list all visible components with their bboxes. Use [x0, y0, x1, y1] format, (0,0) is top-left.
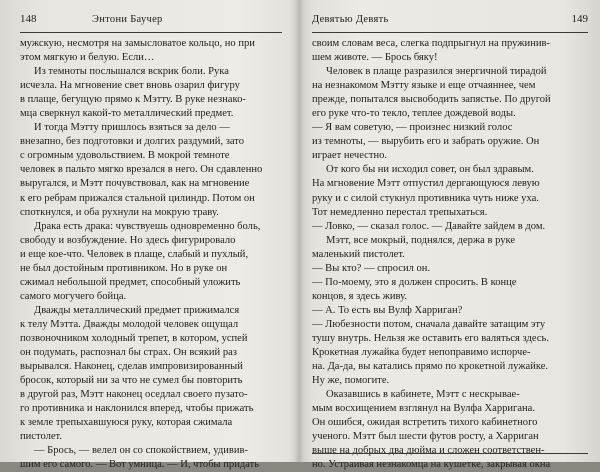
text-line: в плаще, бегущую прямо к Мэтту. В руке незнако-: [20, 94, 246, 106]
text-line: выругался, и Мэтт почувствовал, как на мгновение: [20, 178, 250, 190]
text-line: ученого. Мэтт был шести футов росту, а Харриган: [312, 431, 539, 443]
text-line: От кого бы ни исходил совет, он был здравым.: [326, 164, 534, 176]
text-line: мым восхищением взглянул на Вулфа Харригана.: [312, 403, 536, 415]
text-line: Драка есть драка: чувствуешь одновременно боль,: [34, 220, 261, 232]
text-line: но. Устраивая незнакомца на кушетке, закрывая окна: [312, 459, 551, 471]
text-line: человек в пальто мягко врезался в него. Он сдавленно: [20, 164, 263, 176]
right-page-number: 149: [571, 13, 588, 25]
left-page-text: [20, 37, 282, 472]
text-line: вырывался. Наконец, сделав импровизированный: [20, 361, 243, 373]
text-line: играет нечестно.: [312, 150, 388, 162]
text-line: шем животе. — Брось бяку!: [312, 52, 438, 64]
text-line: на незнакомом Мэтту языке и еще отчаяннее, чем: [312, 80, 536, 92]
text-line: к его ребрам прижался стальной цилиндр. Потом он: [20, 192, 255, 204]
text-line: на. Да-да, вы катались прямо по крокетной лужайке.: [312, 361, 549, 373]
text-line: своим словам веса, слегка подпрыгнул на пружинив-: [312, 38, 550, 49]
right-page-footer-rule: [312, 453, 588, 454]
text-line: Крокетная лужайка будет непоправимо испорче-: [312, 347, 531, 359]
text-line: выше на добрых два дюйма и сложен соответствен-: [312, 445, 545, 457]
text-line: в другой раз, Мэтт наконец оседлал своего пузато-: [20, 389, 248, 401]
text-line: тушу внутрь. Нельзя же оставить его валяться здесь.: [312, 332, 549, 344]
text-line: он подумать, распознал бы страх. Он всякий раз: [20, 347, 237, 359]
book-gutter: [294, 0, 304, 462]
text-line: к земле трепыхавшуюся руку, которая сжимала: [20, 417, 233, 429]
text-line: — Любезности потом, сначала давайте затащим эту: [312, 318, 546, 330]
left-running-head: Энтони Баучер: [92, 14, 163, 25]
text-line: из темноты, — вырубить его и забрать оружие. Он: [312, 136, 540, 148]
text-line: И тогда Мэтту пришлось взяться за дело —: [34, 122, 230, 134]
text-line: мца сверкнул какой-то металлический предмет.: [20, 108, 234, 120]
text-line: — Вы кто? — спросил он.: [312, 262, 431, 274]
text-line: этом мягкую и белую. Если…: [20, 52, 155, 64]
text-line: Дважды металлический предмет прижимался: [34, 304, 240, 316]
text-line: свободу и возбуждение. Но здесь фигурировало: [20, 234, 236, 246]
text-line: мужскую, несмотря на замысловатое кольцо, но при: [20, 38, 255, 49]
text-line: Оказавшись в кабинете, Мэтт с нескрывае-: [326, 389, 520, 401]
text-line: прежде, попытался высвободить запястье. По другой: [312, 94, 551, 106]
text-line: позвоночником холодный трепет, в котором, успей: [20, 332, 248, 344]
text-line: Человек в плаще разразился энергичной тирадой: [326, 66, 547, 78]
text-line: и еще кое-что. Человек в плаще, слабый и пухлый,: [20, 248, 249, 260]
text-line: исчезла. На мгновение свет вновь озарил фигуру: [20, 80, 240, 92]
text-line: — Ловко, — сказал голос. — Давайте зайдем в дом.: [312, 220, 546, 232]
right-page-text: [312, 37, 588, 472]
text-line: Мэтт, все мокрый, поднялся, держа в руке: [326, 234, 516, 246]
text-line: Он ошибся, ожидая встретить тихого кабинетного: [312, 417, 538, 429]
text-line: шим его самого. — Вот умница. — И, чтобы придать: [20, 459, 260, 471]
text-line: пистолет.: [20, 431, 62, 443]
text-line: концов, я здесь живу.: [312, 290, 407, 302]
text-line: сжимал небольшой предмет, способный уложить: [20, 276, 241, 288]
text-line: Из темноты послышался вскрик боли. Рука: [34, 66, 229, 78]
text-line: с огромным удовольствием. В мокрой темноте: [20, 150, 230, 162]
text-line: внезапно, без подготовки и долгих раздумий, зато: [20, 136, 245, 148]
text-line: го противника и наклонился вперед, чтобы прижать: [20, 403, 254, 415]
text-line: самого могучего бойца.: [20, 290, 127, 302]
left-page: [20, 0, 282, 471]
left-page-header: [20, 10, 282, 33]
text-line: маленький пистолет.: [312, 248, 405, 260]
text-line: руку и с силой стукнул противника чуть ниже уха.: [312, 192, 539, 204]
text-line: не был достойным противником. Но в руке он: [20, 262, 228, 274]
text-line: — По-моему, это я должен спросить. В конце: [312, 276, 517, 288]
text-line: Ну же, помогите.: [312, 375, 390, 387]
text-line: — Брось, — велел он со спокойствием, удивив-: [34, 445, 248, 457]
text-line: — А. То есть вы Вулф Харриган?: [312, 304, 463, 316]
text-line: споткнулся, и оба рухнули на мокрую траву.: [20, 206, 219, 218]
right-page: [312, 0, 588, 471]
text-line: его руке что-то текло, теплее дождевой воды.: [312, 108, 516, 120]
text-line: — Я вам советую, — произнес низкий голос: [312, 122, 513, 134]
left-page-number: 148: [20, 13, 37, 25]
text-line: На мгновение Мэтт отпустил дергающуюся левую: [312, 178, 540, 190]
text-line: Тот немедленно перестал трепыхаться.: [312, 206, 488, 218]
right-page-header: [312, 10, 588, 33]
text-line: к телу Мэтта. Дважды молодой человек ощущал: [20, 318, 239, 330]
right-running-head: Девятью Девять: [312, 14, 389, 25]
text-line: бросок, который ни за что не сумел бы повторить: [20, 375, 243, 387]
